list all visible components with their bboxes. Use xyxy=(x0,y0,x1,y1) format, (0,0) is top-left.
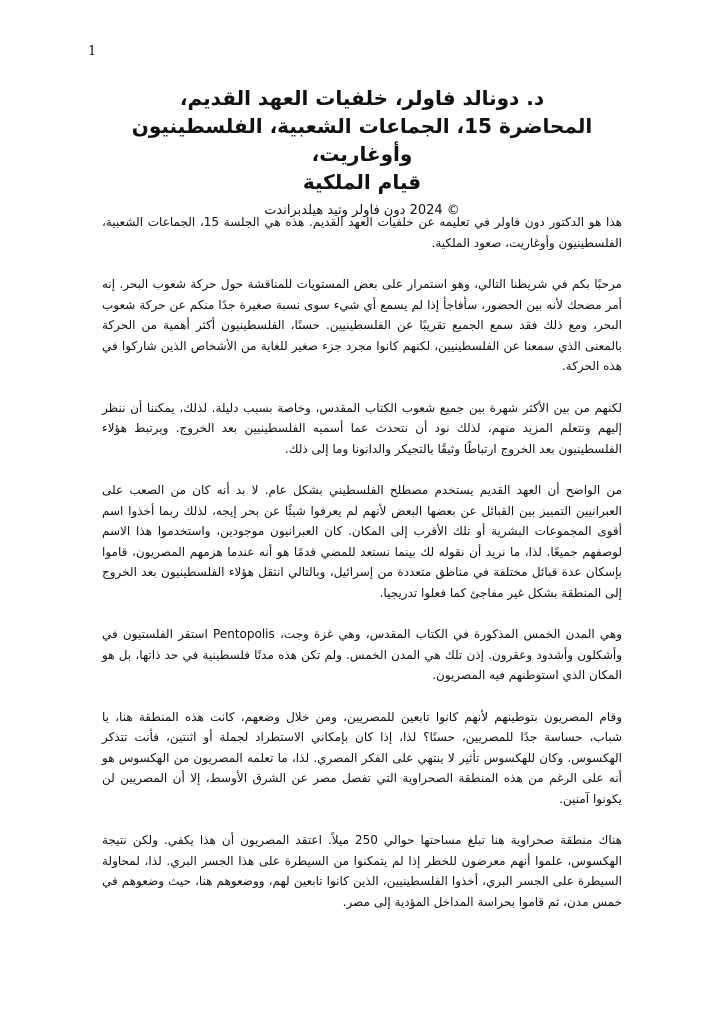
title-line-1: د. دونالد فاولر، خلفيات العهد القديم، xyxy=(179,86,545,110)
paragraph-7: هناك منطقة صحراوية هنا تبلغ مساحتها حوالي 250 ميلاً. اعتقد المصريون أن هذا يكفي. ولكن نتيجة الهكسوس، علموا أنهم معرضون للخطر إذا لم يتمكنوا من السيطرة على هذا الجسر البري. لذا، لمحاولة السيطرة على الجسر البري، أخذوا الفلسطينيين، الذين كانوا تابعين لهم، ووضعوهم هنا، حيث وضعوهم في خمس مدن، ثم قاموا بحراسة المداخل المؤدية إلى مصر. xyxy=(102,833,622,909)
paragraph-4: من الواضح أن العهد القديم يستخدم مصطلح الفلسطيني بشكل عام. لا بد أنه كان من الصعب على العبرانيين التمييز بين القبائل عن بعضها البعض لأنهم لم يعرفوا شيئًا عن بحر إيجه، لذلك ربما أخذوا اسم أقوى المجموعات البشرية أو تلك الأقرب إلى المكان. كان العبرانيون موجودين، واستخدموا هذا الاسم لوصفهم جميعًا. لذا، ما نريد أن نقوله لك بينما نستعد للمضي قدمًا هو أنه عندما هزمهم المصريون، قاموا بإسكان عدة قبائل مختلفة في مناطق متعددة من إسرائيل، وبالتالي انتقل هؤلاء الفلسطينيون بعد الخروج إلى المنطقة بشكل غير مفاجئ كما فعلوا تدريجيا. xyxy=(102,483,622,600)
paragraph-6: وقام المصريون بتوطينهم لأنهم كانوا تابعين للمصريين، ومن خلال وضعهم، كانت هذه المنطقة هنا، يا شباب، حساسة جدًا للمصريين، حسنًا؟ لذا، إذا كان بإمكاني الاستطراد لجملة أو اثنتين، فأنت تتذكر الهكسوس. وكان للهكسوس تأثير لا ينتهي على الفكر المصري. لذا، ما تعلمه المصريون من الهكسوس هو أنه على الرغم من هذه المنطقة الصحراوية التي تفصل مصر عن الشرق الأوسط، إلا أن المصريين لن يكونوا آمنين. xyxy=(102,709,622,806)
title-line-3: قيام الملكية xyxy=(302,170,422,194)
page-number: 1 xyxy=(88,44,97,59)
title-line-2: المحاضرة 15، الجماعات الشعبية، الفلسطينيون وأوغاريت، xyxy=(131,114,593,166)
body-text xyxy=(102,212,622,933)
paragraph-1: هذا هو الدكتور دون فاولر في تعليمه عن خلفيات العهد القديم. هذه هي الجلسة 15، الجماعات الشعبية، الفلسطينيون وأوغاريت، صعود الملكية. xyxy=(102,215,622,250)
paragraph-5: وهي المدن الخمس المذكورة في الكتاب المقدس، وهي غزة وجت، Pentopolis استقر الفلستيون في وأشكلون وأشدود وعقرون. إذن تلك هي المدن الخمس. ولم تكن هذه مدنًا فلسطينية في حد ذاتها، بل هو المكان الذي استوطنهم فيه المصريون. xyxy=(102,627,623,682)
copyright-line: © 2024 دون فاولر وتيد هيلدبراندت xyxy=(264,203,460,218)
title-block xyxy=(100,84,624,222)
paragraph-2: مرحبًا بكم في شريطنا التالي، وهو استمرار على بعض المستويات للمناقشة حول حركة شعوب البحر. إنه أمر مضحك لأنه بين الحضور، سأفاجأ إذا لم يسمع أي شيء سوى نسبة صغيرة جدًا منكم عن حركة شعوب البحر، ومع ذلك فقد سمع الجميع تقريبًا عن الفلسطينيين. حسنًا، الفلسطينيون أكثر أهمية من الحركة بالمعنى الذي سمعنا عن الفلسطينيين، لكنهم كانوا مجرد جزء صغير للغاية من الأشخاص الذين شاركوا في هذه الحركة. xyxy=(102,277,622,373)
paragraph-3: لكنهم من بين الأكثر شهرة بين جميع شعوب الكتاب المقدس، وخاصة بسبب دليلة. لذلك، يمكننا أن ننظر إليهم ونتعلم المزيد منهم، لذلك نود أن نتحدث عما أسميه الفلسطينيين بعد الخروج. ويرتبط هؤلاء الفلسطينيون بعد الخروج ارتباطًا وثيقًا بالتجيكر والدانونا وما إلى ذلك. xyxy=(102,400,622,456)
